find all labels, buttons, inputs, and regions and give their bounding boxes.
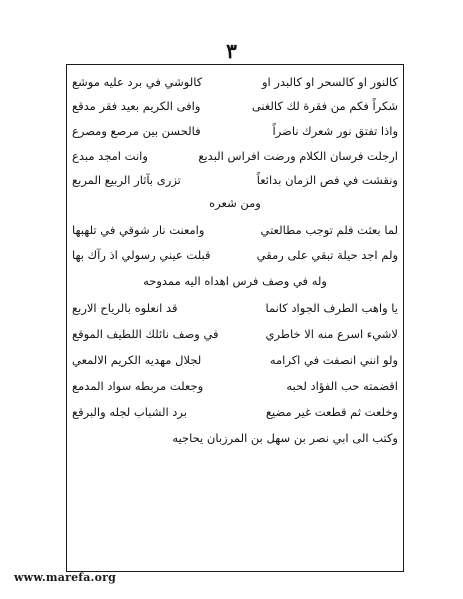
verse-hemistich-first: ولم اجد حيلة تبقي على رمقي [256, 248, 398, 262]
verse-line [72, 146, 398, 166]
verse-line [72, 220, 398, 240]
verse-line [72, 170, 398, 190]
verse-hemistich-first: كالنور او كالسحر او كالبدر او [261, 75, 398, 89]
verse-hemistich-first: اقضمته حب الفؤاد لحبه [286, 379, 398, 393]
verse-hemistich-first: يا واهب الطرف الجواد كانما [265, 301, 398, 315]
verse-hemistich-first: واذا تفتق نور شعرك ناضراً [272, 124, 398, 138]
verse-hemistich-second: فالحسن بين مرصع ومصرع [72, 124, 201, 138]
verse-hemistich-first: ارجلت فرسان الكلام ورضت افراس البديع [198, 149, 398, 163]
verse-hemistich-second: برد الشباب لجله والبرقع [72, 405, 187, 419]
verse-line [72, 121, 398, 141]
verse-line [72, 245, 398, 265]
verse-hemistich-first: ونقشت في فص الزمان بدائعاً [256, 173, 398, 187]
verse-line [72, 402, 398, 422]
section-heading: ومن شعره [209, 196, 261, 210]
verse-line [72, 376, 398, 396]
prose-line: وكتب الى ابي نصر بن سهل بن المرزبان يحاجيه [172, 431, 398, 445]
verse-line [72, 72, 398, 92]
verse-line [72, 298, 398, 318]
verse-line [72, 324, 398, 344]
site-url-watermark: www.marefa.org [14, 571, 117, 584]
verse-hemistich-first: وخلعت ثم قطعت غير مضيع [265, 405, 398, 419]
verse-hemistich-second: قد انعلوه بالرياح الاربع [72, 301, 178, 315]
page-number: ٣ [226, 39, 237, 63]
verse-hemistich-second: لجلال مهديه الكريم الالمعي [72, 353, 202, 367]
verse-line [72, 350, 398, 370]
verse-hemistich-first: ولو انني انصفت في اكرامه [269, 353, 398, 367]
verse-hemistich-second: كالوشي في برد عليه موشع [72, 75, 203, 89]
verse-hemistich-first: لاشيء اسرع منه الا خاطري [265, 327, 398, 341]
verse-hemistich-second: تزرى بآثار الربيع المربع [72, 173, 181, 187]
verse-hemistich-second: وجعلت مربطه سواد المدمع [72, 379, 204, 393]
verse-hemistich-second: وافى الكريم بعيد فقر مدقع [72, 99, 201, 113]
verse-line [72, 96, 398, 116]
verse-hemistich-first: لما بعثت فلم توجب مطالعتي [260, 223, 398, 237]
section-heading: وله في وصف فرس اهداه اليه ممدوحه [143, 274, 327, 288]
verse-hemistich-second: قبلت عيني رسولي اذ رآك بها [72, 248, 211, 262]
verse-hemistich-second: وانت امجد مبدع [72, 149, 148, 163]
verse-hemistich-second: وامعنت نار شوقي في تلهبها [72, 223, 205, 237]
verse-hemistich-first: شكراً فكم من فقرة لك كالغنى [251, 99, 398, 113]
verse-hemistich-second: في وصف نائلك اللطيف الموقع [72, 327, 219, 341]
